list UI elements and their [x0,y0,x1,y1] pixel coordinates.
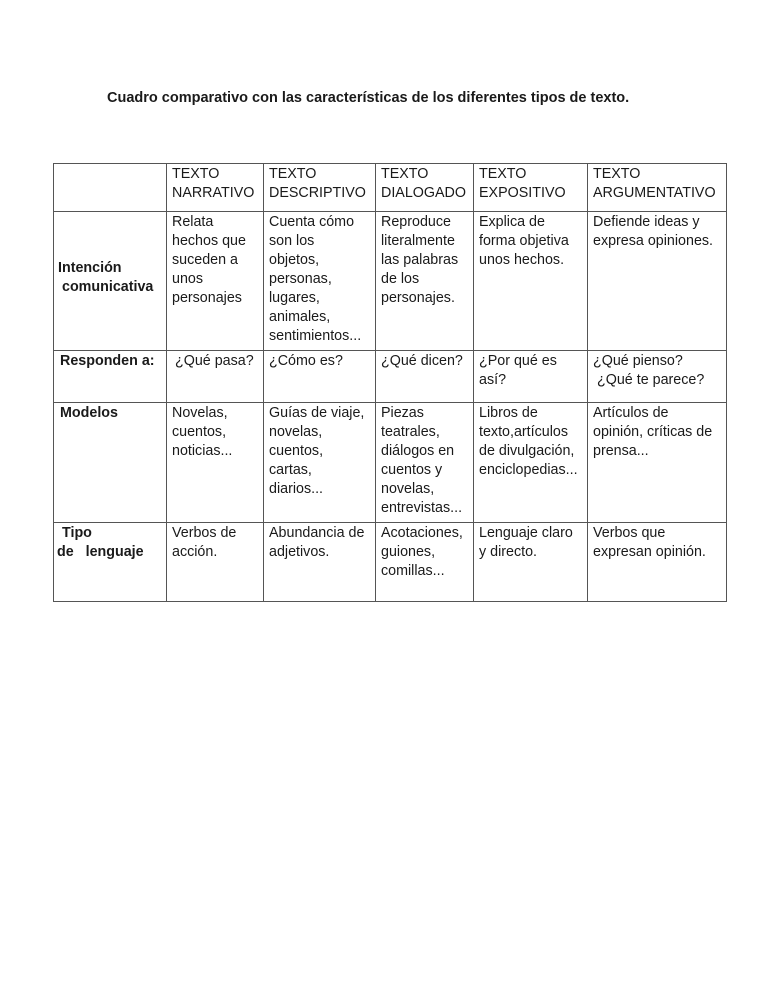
header-line: TEXTO [381,166,429,182]
cell-line: ¿Qué te parece? [597,372,705,388]
row-label-line: de lenguaje [57,544,144,560]
row-label-line: Modelos [60,405,118,421]
cell-line: guiones, [381,544,436,560]
header-line: TEXTO [172,166,220,182]
row-label-responden [54,351,167,403]
cell-line: Novelas, [172,405,228,421]
cell-intencion-argumentativo [588,212,727,351]
cell-line: cuentos y [381,462,443,478]
row-label-line: Intención [58,259,122,276]
cell-line: cuentos, [269,443,324,459]
cell-line: diarios... [269,481,324,497]
cell-line: unos hechos. [479,252,565,268]
cell-line: Explica de [479,214,545,230]
cell-line: de divulgación, [479,443,575,459]
cell-line: ¿Qué pasa? [175,353,254,369]
cell-line: novelas, [269,424,323,440]
cell-line: hechos que [172,233,246,249]
table-row-responden [54,351,727,403]
row-label-line: comunicativa [62,278,154,295]
cell-line: Verbos de [172,525,237,541]
cell-lenguaje-narrativo [167,523,264,602]
cell-line: personajes. [381,290,455,306]
cell-responden-expositivo [474,351,588,403]
cell-line: objetos, [269,252,320,268]
row-label-line: Tipo [62,525,92,541]
cell-intencion-narrativo [167,212,264,351]
cell-intencion-descriptivo [264,212,376,351]
header-cell-dialogado [376,164,474,212]
cell-line: de los [381,271,420,287]
cell-line: forma objetiva [479,233,569,249]
cell-responden-narrativo [167,351,264,403]
document-title: Cuadro comparativo con las características de los diferentes tipos de texto. [107,90,630,106]
cell-line: entrevistas... [381,500,463,516]
cell-line: opinión, críticas de [593,424,713,440]
cell-modelos-narrativo [167,403,264,523]
header-line: DESCRIPTIVO [269,185,366,201]
cell-line: enciclopedias... [479,462,578,478]
cell-line: teatrales, [381,424,440,440]
cell-line: adjetivos. [269,544,330,560]
table-row-modelos [54,403,727,523]
header-cell-descriptivo [264,164,376,212]
cell-responden-argumentativo [588,351,727,403]
cell-line: comillas... [381,563,445,579]
comparison-table [53,163,727,602]
cell-line: expresa opiniones. [593,233,714,249]
cell-line: Piezas [381,405,424,421]
cell-line: prensa... [593,443,649,459]
cell-line: lugares, [269,290,320,306]
table-corner-cell [54,164,167,212]
cell-line: ¿Qué dicen? [381,353,463,369]
cell-lenguaje-argumentativo [588,523,727,602]
header-line: ARGUMENTATIVO [593,185,716,201]
cell-line: Artículos de [593,405,669,421]
cell-line: diálogos en [381,443,455,459]
cell-line: Acotaciones, [381,525,463,541]
header-cell-expositivo [474,164,588,212]
cell-line: Cuenta cómo [269,214,355,230]
cell-modelos-dialogado [376,403,474,523]
cell-line: Libros de [479,405,538,421]
cell-line: texto,artículos [479,424,568,440]
cell-line: unos [172,271,204,287]
cell-responden-descriptivo [264,351,376,403]
cell-line: personas, [269,271,332,287]
header-cell-narrativo [167,164,264,212]
cell-line: y directo. [479,544,538,560]
header-line: NARRATIVO [172,185,255,201]
cell-modelos-argumentativo [588,403,727,523]
cell-line: son los [269,233,315,249]
cell-line: Reproduce [381,214,451,230]
cell-lenguaje-expositivo [474,523,588,602]
cell-line: las palabras [381,252,459,268]
header-line: TEXTO [269,166,317,182]
table-header-row [54,164,727,212]
cell-modelos-descriptivo [264,403,376,523]
cell-responden-dialogado [376,351,474,403]
header-line: TEXTO [479,166,527,182]
cell-line: personajes [172,290,242,306]
cell-line: Lenguaje claro [479,525,573,541]
table-row-intencion [54,212,727,351]
cell-line: sentimientos... [269,328,362,344]
header-cell-argumentativo [588,164,727,212]
cell-modelos-expositivo [474,403,588,523]
cell-line: acción. [172,544,218,560]
header-line: EXPOSITIVO [479,185,566,201]
cell-line: ¿Qué pienso? [593,353,683,369]
cell-intencion-dialogado [376,212,474,351]
cell-line: expresan opinión. [593,544,706,560]
cell-line: suceden a [172,252,238,268]
cell-line: Abundancia de [269,525,365,541]
cell-line: Defiende ideas y [593,214,700,230]
cell-lenguaje-descriptivo [264,523,376,602]
row-label-lenguaje [54,523,167,602]
cell-line: Verbos que [593,525,666,541]
row-label-line: Responden a: [60,353,155,369]
cell-line: cartas, [269,462,312,478]
header-line: DIALOGADO [381,185,467,201]
table-row-lenguaje [54,523,727,602]
cell-line: Relata [172,214,214,230]
cell-line: literalmente [381,233,455,249]
cell-line: cuentos, [172,424,227,440]
cell-line: novelas, [381,481,435,497]
row-label-intencion [54,212,167,351]
cell-line: animales, [269,309,331,325]
cell-line: Guías de viaje, [269,405,365,421]
row-label-modelos [54,403,167,523]
cell-line: ¿Por qué es [479,353,557,369]
header-line: TEXTO [593,166,641,182]
cell-intencion-expositivo [474,212,588,351]
cell-lenguaje-dialogado [376,523,474,602]
cell-line: así? [479,372,507,388]
cell-line: noticias... [172,443,233,459]
cell-line: ¿Cómo es? [269,353,343,369]
